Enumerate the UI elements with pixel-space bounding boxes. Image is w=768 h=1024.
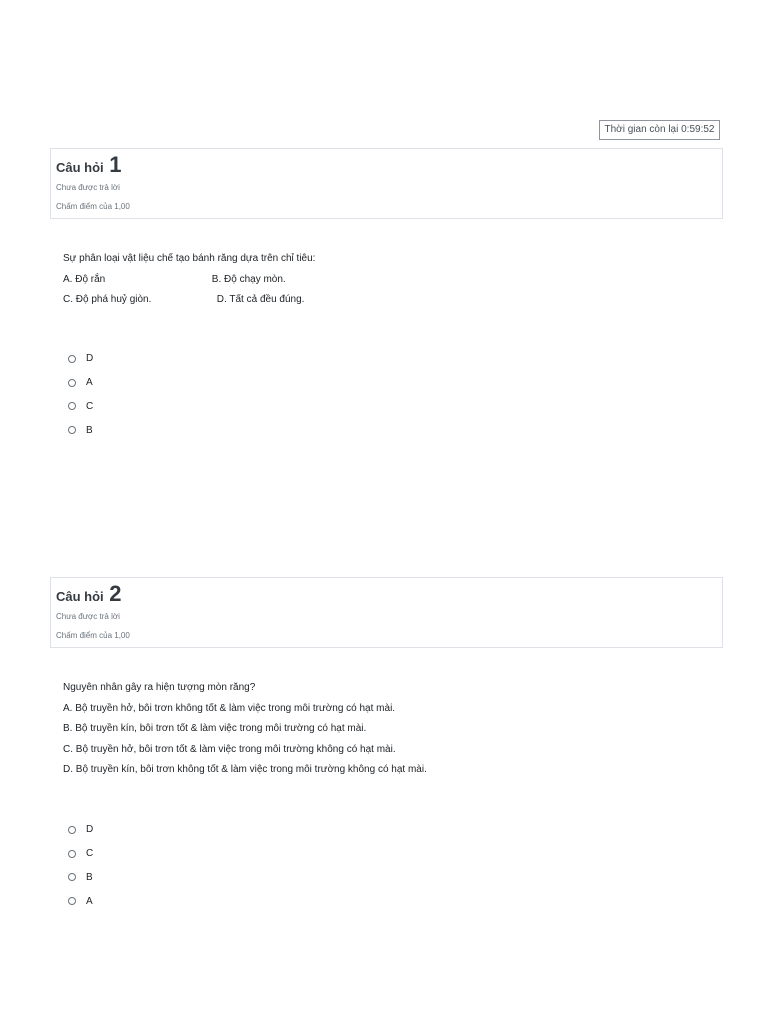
question-1-prompt: Sự phân loại vật liệu chế tạo bánh răng dựa trên chỉ tiêu:	[63, 253, 316, 264]
question-1-option-a[interactable]	[68, 371, 93, 395]
question-1-choice-a: A. Độ rắn	[63, 273, 106, 285]
question-1-choice-row	[63, 290, 315, 311]
option-label: A	[86, 377, 93, 389]
question-2-heading	[56, 580, 722, 608]
question-2-option-a[interactable]	[68, 889, 93, 913]
question-1-label: Câu hỏi	[56, 160, 104, 175]
question-2-state: Chưa được trả lời	[56, 612, 120, 621]
question-2-option-c[interactable]	[68, 842, 93, 866]
radio-button[interactable]	[68, 355, 76, 363]
option-label: D	[86, 824, 94, 836]
radio-button[interactable]	[68, 826, 76, 834]
radio-button[interactable]	[68, 850, 76, 858]
question-2-info	[50, 577, 723, 648]
question-1-text	[63, 249, 315, 311]
question-1-option-c[interactable]	[68, 395, 93, 419]
radio-button[interactable]	[68, 426, 76, 434]
question-1-choice-row	[63, 270, 315, 291]
question-2-choice-d: D. Bộ truyền kín, bôi trơn không tốt & làm việc trong môi trường không có hạt mài.	[63, 764, 427, 775]
question-2-number: 2	[109, 581, 122, 606]
question-2-answers	[68, 818, 93, 913]
radio-button[interactable]	[68, 873, 76, 881]
question-2-label: Câu hỏi	[56, 589, 104, 604]
question-1-choice-c: C. Độ phá huỷ giòn.	[63, 294, 152, 305]
question-1-option-d[interactable]	[68, 347, 93, 371]
question-1-info	[50, 148, 723, 219]
option-label: A	[86, 895, 93, 907]
question-1-option-b[interactable]	[68, 418, 93, 442]
option-label: B	[86, 871, 93, 883]
question-2-choice-b: B. Bộ truyền kín, bôi trơn tốt & làm việc trong môi trường có hạt mài.	[63, 723, 367, 734]
question-1-state: Chưa được trả lời	[56, 183, 120, 192]
question-1-grade: Chấm điểm của 1,00	[56, 202, 130, 211]
question-2-option-b[interactable]	[68, 866, 93, 890]
question-1-number: 1	[109, 152, 122, 177]
radio-button[interactable]	[68, 379, 76, 387]
question-1-answers	[68, 347, 93, 442]
question-2-text	[63, 678, 427, 781]
radio-button[interactable]	[68, 402, 76, 410]
option-label: B	[86, 424, 93, 436]
question-2-choice-a: A. Bộ truyền hở, bôi trơn không tốt & làm việc trong môi trường có hạt mài.	[63, 702, 396, 714]
question-2-option-d[interactable]	[68, 818, 93, 842]
question-2-grade: Chấm điểm của 1,00	[56, 631, 130, 640]
radio-button[interactable]	[68, 897, 76, 905]
time-remaining: Thời gian còn lại 0:59:52	[599, 120, 720, 140]
question-1-choice-d: D. Tất cả đều đúng.	[216, 294, 305, 305]
option-label: C	[86, 400, 94, 412]
question-2-prompt: Nguyên nhân gây ra hiện tượng mòn răng?	[63, 682, 256, 693]
question-1-heading	[56, 151, 722, 179]
option-label: D	[86, 353, 94, 365]
question-1-choice-b: B. Độ chạy mòn.	[211, 273, 286, 285]
option-label: C	[86, 848, 94, 860]
question-2-choice-c: C. Bộ truyền hở, bôi trơn tốt & làm việc trong môi trường không có hạt mài.	[63, 743, 396, 755]
